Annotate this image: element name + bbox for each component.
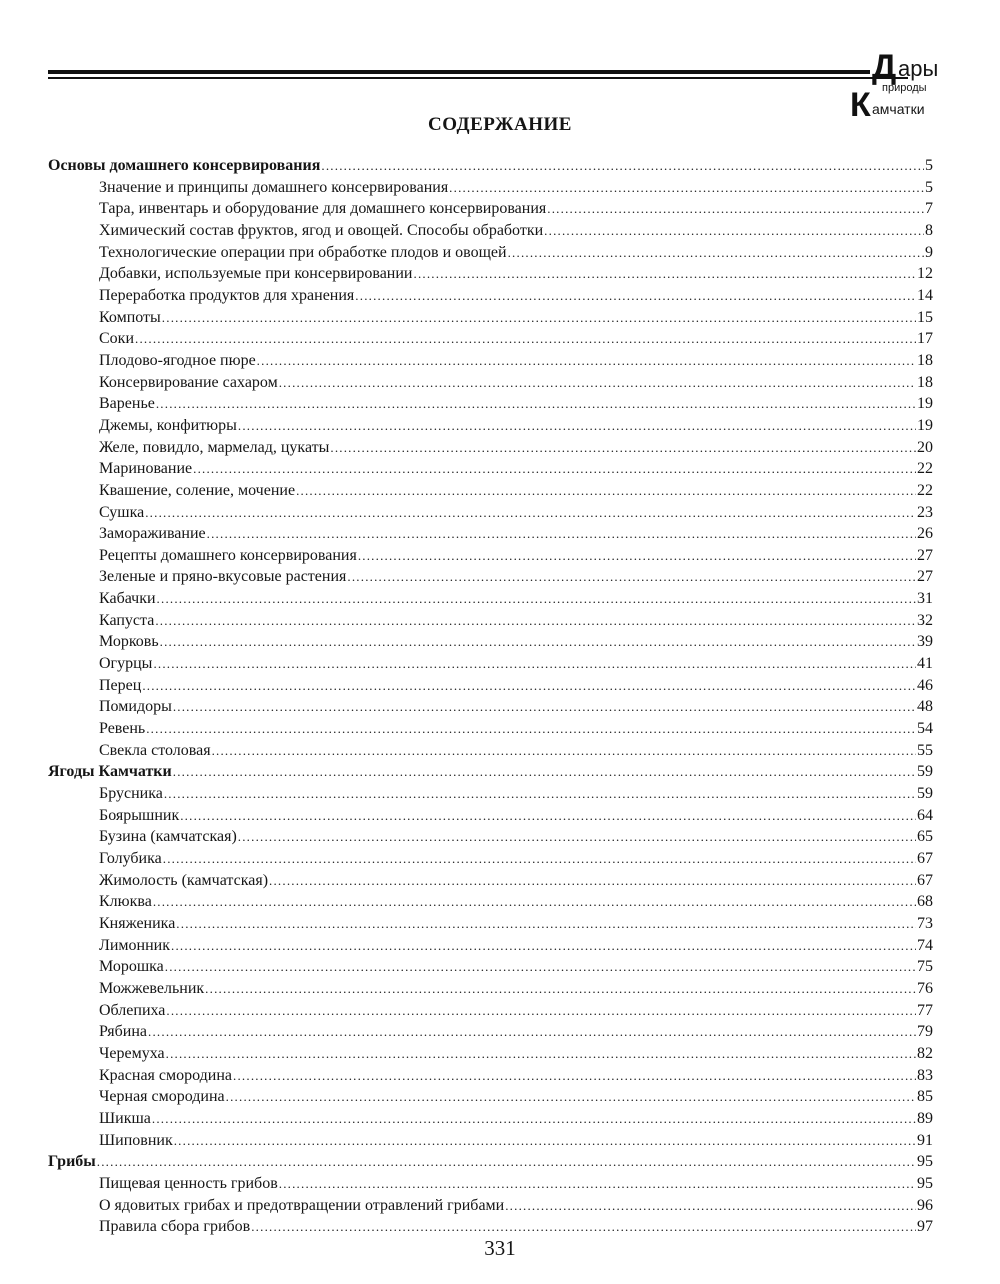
toc-entry-row (48, 285, 933, 307)
toc-leader-dots (347, 566, 916, 588)
toc-page-number: 79 (917, 1023, 933, 1041)
toc-page-number: 5 (925, 157, 933, 174)
toc-entry-title: Свекла столовая (99, 741, 211, 759)
toc-entry-title: Лимонник (99, 936, 170, 954)
toc-entry-title: Перец (99, 676, 142, 694)
toc-entry-title: Добавки, используемые при консервировании (99, 265, 413, 283)
toc-entry-title: Можжевельник (99, 979, 205, 997)
logo-word-prirody: природы (882, 82, 927, 94)
toc-entry-row (48, 393, 933, 415)
toc-leader-dots (173, 696, 916, 718)
toc-leader-dots (238, 826, 916, 848)
logo-word-kamchatki: амчатки (872, 101, 925, 117)
toc-entry-row (48, 458, 933, 480)
toc-entry-row (48, 177, 933, 199)
toc-leader-dots (180, 805, 916, 827)
toc-entry-row (48, 891, 933, 913)
toc-entry-row (48, 1021, 933, 1043)
toc-page-number: 15 (917, 308, 933, 326)
header-rule-thick (48, 70, 870, 74)
toc-entry-row (48, 328, 933, 350)
toc-entry-row (48, 502, 933, 524)
toc-entry-row (48, 935, 933, 957)
toc-entry-title: Бузина (камчатская) (99, 828, 237, 846)
toc-leader-dots (135, 328, 916, 350)
toc-entry-title: Облепиха (99, 1001, 166, 1019)
toc-entry-title: Боярышник (99, 806, 180, 824)
toc-leader-dots (505, 1195, 916, 1217)
toc-entry-row (48, 1043, 933, 1065)
toc-leader-dots (355, 285, 916, 307)
toc-leader-dots (171, 935, 916, 957)
logo-letter-d: Д (872, 48, 897, 86)
toc-leader-dots (142, 675, 916, 697)
toc-page-number: 76 (917, 979, 933, 997)
toc-entry-title: Морковь (99, 633, 159, 651)
toc-entry-row (48, 480, 933, 502)
toc-page-number: 91 (917, 1131, 933, 1149)
toc-entry-row (48, 1195, 933, 1217)
toc-entry-row (48, 1086, 933, 1108)
toc-entry-title: Огурцы (99, 655, 153, 673)
toc-page-number: 85 (917, 1088, 933, 1106)
toc-entry-row (48, 220, 933, 242)
toc-page-number: 95 (917, 1153, 933, 1171)
toc-leader-dots (173, 761, 916, 783)
toc-entry-row (48, 978, 933, 1000)
toc-page-number: 75 (917, 958, 933, 976)
toc-leader-dots (251, 1216, 916, 1238)
toc-page-number: 55 (917, 741, 933, 759)
toc-leader-dots (145, 502, 916, 524)
toc-entry-title: Ягоды Камчатки (48, 763, 172, 781)
toc-page-number: 54 (917, 720, 933, 738)
toc-entry-title: Черемуха (99, 1044, 165, 1062)
toc-entry-title: Плодово-ягодное пюре (99, 351, 256, 369)
toc-leader-dots (321, 155, 924, 177)
toc-entry-row (48, 740, 933, 762)
toc-entry-row (48, 826, 933, 848)
toc-entry-title: Консервирование сахаром (99, 373, 278, 391)
toc-entry-row (48, 1108, 933, 1130)
toc-entry-title: Морошка (99, 958, 164, 976)
header-rule-thin (48, 77, 908, 79)
toc-leader-dots (330, 437, 916, 459)
toc-page-number: 95 (917, 1174, 933, 1192)
toc-leader-dots (155, 610, 916, 632)
toc-page-number: 82 (917, 1044, 933, 1062)
toc-page-number: 96 (917, 1196, 933, 1214)
toc-entry-title: Красная смородина (99, 1066, 233, 1084)
toc-section-row (48, 155, 933, 177)
toc-page-number: 64 (917, 806, 933, 824)
toc-entry-row (48, 588, 933, 610)
toc-entry-title: Шиповник (99, 1131, 173, 1149)
toc-entry-title: Варенье (99, 395, 155, 413)
toc-page-number: 67 (917, 850, 933, 867)
toc-page-number: 77 (917, 1001, 933, 1019)
toc-leader-dots (156, 393, 916, 415)
toc-leader-dots (238, 415, 916, 437)
toc-entry-row (48, 350, 933, 372)
toc-entry-row (48, 848, 933, 870)
toc-page-number: 74 (917, 936, 933, 954)
toc-leader-dots (269, 870, 916, 892)
toc-entry-title: Правила сбора грибов (99, 1218, 251, 1236)
toc-entry-row (48, 307, 933, 329)
toc-leader-dots (358, 545, 916, 567)
toc-entry-row (48, 956, 933, 978)
toc-page-number: 18 (917, 373, 933, 391)
toc-entry-title: Жимолость (камчатская) (99, 871, 269, 889)
toc-leader-dots (153, 891, 916, 913)
toc-leader-dots (176, 913, 916, 935)
toc-page-number: 89 (917, 1109, 933, 1127)
toc-page-number: 67 (917, 871, 933, 889)
page-number: 331 (484, 1236, 516, 1260)
toc-entry-title: Химический состав фруктов, ягод и овощей. Способы обработки (99, 221, 544, 239)
toc-entry-title: Квашение, соление, мочение (99, 481, 296, 499)
toc-entry-row (48, 1000, 933, 1022)
toc-entry-row (48, 198, 933, 220)
toc-leader-dots (296, 480, 916, 502)
toc-leader-dots (544, 220, 924, 242)
toc-page-number: 12 (917, 265, 933, 283)
toc-page-number: 7 (925, 200, 933, 218)
toc-leader-dots (193, 458, 916, 480)
toc-entry-row (48, 1216, 933, 1238)
toc-leader-dots (207, 523, 916, 545)
toc-entry-row (48, 523, 933, 545)
toc-page-number: 41 (917, 655, 933, 673)
toc-entry-row (48, 372, 933, 394)
toc-entry-row (48, 263, 933, 285)
toc-entry-row (48, 242, 933, 264)
toc-page-number: 27 (917, 546, 933, 564)
toc-page-number: 14 (917, 286, 933, 304)
toc-page-number: 18 (917, 351, 933, 369)
toc-entry-title: Шикша (99, 1109, 151, 1127)
toc-entry-title: Технологические операции при обработке плодов и овощей (99, 243, 507, 261)
toc-entry-title: Замораживание (99, 525, 206, 543)
toc-leader-dots (97, 1151, 916, 1173)
toc-leader-dots (449, 177, 924, 199)
toc-page-number: 19 (917, 395, 933, 413)
toc-entry-row (48, 653, 933, 675)
toc-entry-row (48, 437, 933, 459)
toc-entry-title: Компоты (99, 308, 161, 326)
toc-leader-dots (414, 263, 917, 285)
toc-leader-dots (166, 1000, 916, 1022)
toc-entry-row (48, 675, 933, 697)
toc-entry-title: Значение и принципы домашнего консервирования (99, 178, 449, 196)
toc-leader-dots (163, 848, 916, 870)
toc-section-row (48, 1151, 933, 1173)
toc-entry-title: Желе, повидло, мармелад, цукаты (99, 438, 330, 456)
toc-leader-dots (162, 307, 916, 329)
toc-entry-row (48, 783, 933, 805)
toc-page-number: 23 (917, 503, 933, 521)
toc-page-number: 59 (917, 785, 933, 803)
toc-entry-row (48, 870, 933, 892)
toc-page-number: 97 (917, 1218, 933, 1236)
toc-leader-dots (205, 978, 916, 1000)
toc-entry-title: Рецепты домашнего консервирования (99, 546, 357, 564)
toc-entry-title: Грибы (48, 1153, 96, 1171)
toc-leader-dots (152, 1108, 916, 1130)
toc-leader-dots (153, 653, 916, 675)
toc-entry-title: Клюква (99, 893, 152, 911)
toc-leader-dots (157, 588, 916, 610)
toc-entry-title: Маринование (99, 460, 193, 478)
logo-word-dary: ары (898, 56, 939, 81)
toc-section-row (48, 761, 933, 783)
toc-entry-title: Капуста (99, 611, 155, 629)
table-of-contents (48, 155, 933, 1238)
toc-leader-dots (146, 718, 916, 740)
toc-entry-row (48, 696, 933, 718)
toc-leader-dots (164, 783, 916, 805)
toc-leader-dots (212, 740, 916, 762)
toc-page-number: 9 (925, 243, 933, 261)
toc-entry-title: Пищевая ценность грибов (99, 1174, 278, 1192)
toc-page-number: 32 (917, 611, 933, 629)
toc-page-number: 73 (917, 914, 933, 932)
toc-entry-title: Ревень (99, 720, 146, 738)
toc-page-number: 68 (917, 893, 933, 911)
toc-page-number: 5 (925, 178, 933, 196)
toc-entry-title: Тара, инвентарь и оборудование для домашнего консервирования (99, 200, 547, 218)
toc-page-number: 22 (917, 481, 933, 499)
toc-entry-title: О ядовитых грибах и предотвращении отравлений грибами (99, 1196, 505, 1214)
toc-leader-dots (279, 1173, 916, 1195)
toc-leader-dots (257, 350, 916, 372)
logo-letter-k: К (850, 86, 871, 124)
toc-entry-row (48, 631, 933, 653)
toc-leader-dots (165, 956, 916, 978)
toc-leader-dots (148, 1021, 916, 1043)
toc-page-number: 83 (917, 1066, 933, 1084)
toc-entry-row (48, 566, 933, 588)
toc-page-number: 26 (917, 525, 933, 543)
toc-page-number: 8 (925, 221, 933, 239)
toc-leader-dots (547, 198, 924, 220)
toc-page-number: 48 (917, 698, 933, 716)
page-title: СОДЕРЖАНИЕ (428, 114, 572, 135)
toc-page-number: 39 (917, 633, 933, 651)
toc-entry-title: Княженика (99, 914, 176, 932)
toc-leader-dots (226, 1086, 916, 1108)
toc-entry-row (48, 805, 933, 827)
toc-page-number: 27 (917, 568, 933, 586)
toc-leader-dots (279, 372, 916, 394)
toc-page-number: 59 (917, 763, 933, 781)
toc-leader-dots (508, 242, 924, 264)
toc-page-number: 17 (917, 330, 933, 348)
toc-entry-title: Голубика (99, 850, 162, 867)
toc-page-number: 19 (917, 416, 933, 434)
toc-entry-title: Соки (99, 330, 135, 348)
toc-leader-dots (166, 1043, 916, 1065)
toc-page-number: 20 (917, 438, 933, 456)
toc-page-number: 46 (917, 676, 933, 694)
toc-leader-dots (174, 1130, 916, 1152)
toc-entry-title: Черная смородина (99, 1088, 225, 1106)
toc-entry-title: Помидоры (99, 698, 172, 716)
book-series-logo (842, 48, 954, 124)
toc-leader-dots (160, 631, 916, 653)
toc-entry-row (48, 1173, 933, 1195)
toc-entry-row (48, 1065, 933, 1087)
toc-entry-title: Рябина (99, 1023, 148, 1041)
toc-entry-title: Переработка продуктов для хранения (99, 286, 355, 304)
toc-entry-title: Джемы, конфитюры (99, 416, 237, 434)
toc-entry-row (48, 1130, 933, 1152)
toc-entry-title: Сушка (99, 503, 145, 521)
toc-entry-title: Зеленые и пряно-вкусовые растения (99, 568, 347, 586)
toc-entry-row (48, 913, 933, 935)
toc-entry-row (48, 415, 933, 437)
toc-entry-title: Кабачки (99, 590, 156, 608)
toc-entry-row (48, 718, 933, 740)
toc-page-number: 65 (917, 828, 933, 846)
toc-entry-row (48, 610, 933, 632)
toc-entry-title: Брусника (99, 785, 163, 803)
toc-page-number: 31 (917, 590, 933, 608)
toc-entry-row (48, 545, 933, 567)
toc-page-number: 22 (917, 460, 933, 478)
toc-leader-dots (233, 1065, 916, 1087)
toc-entry-title: Основы домашнего консервирования (48, 157, 321, 174)
